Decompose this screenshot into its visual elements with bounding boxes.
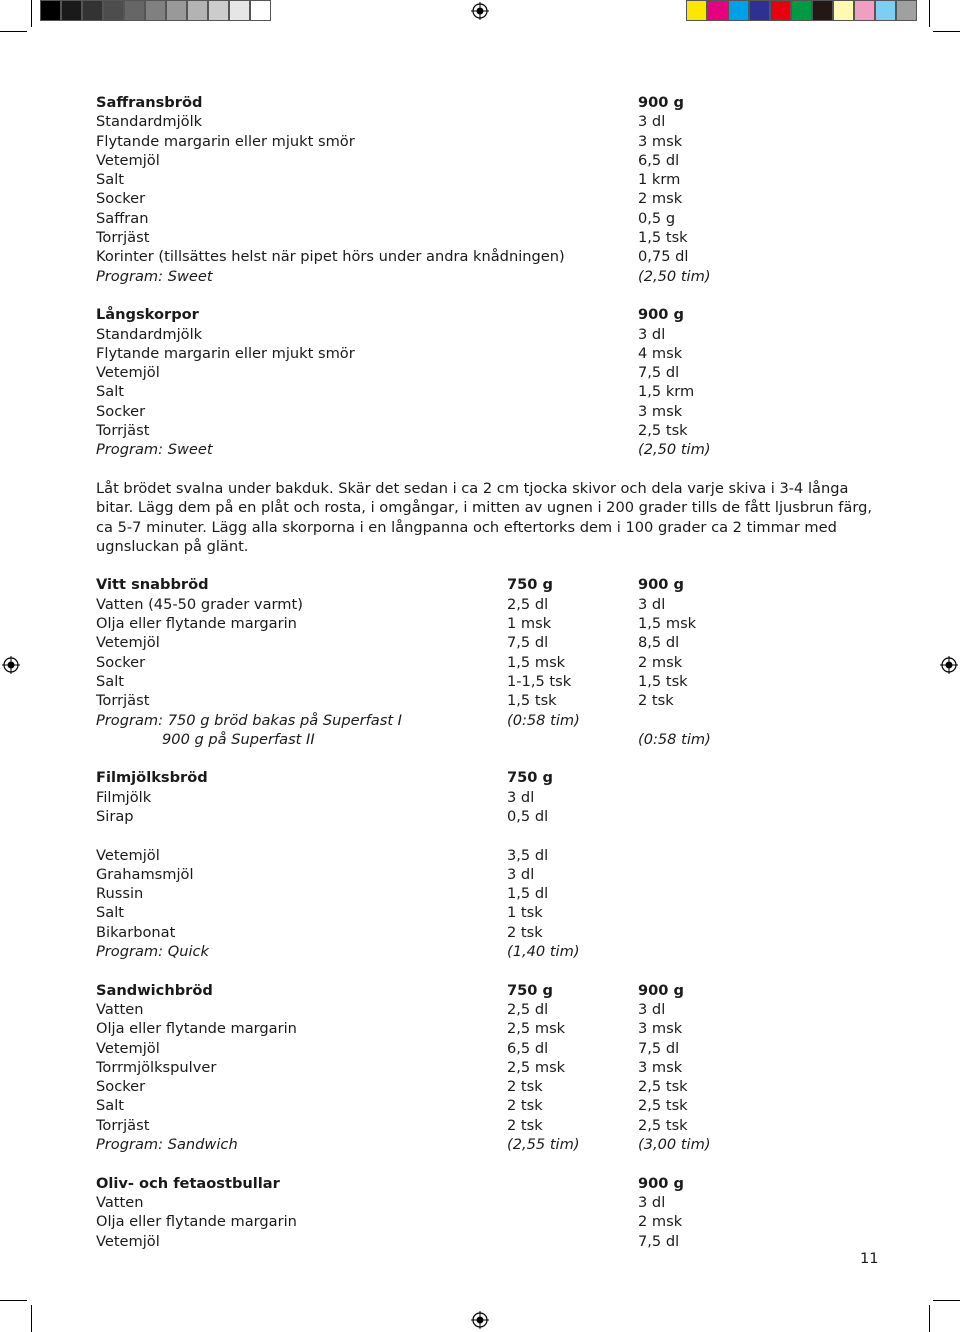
- ingredient-quantity: 0,5 g: [638, 209, 676, 227]
- ingredient-quantity-750: 2,5 msk: [507, 1020, 566, 1038]
- ingredient-row: [96, 614, 876, 633]
- recipe-filmjolksbrod: [96, 768, 876, 961]
- program-label-continued: 900 g på Superfast II: [162, 730, 315, 748]
- recipe-header: [96, 305, 876, 324]
- ingredient-name: Standardmjölk: [96, 325, 203, 343]
- ingredient-name: Sirap: [96, 807, 134, 825]
- ingredient-row: [96, 1077, 876, 1096]
- color-swatch: [875, 0, 896, 21]
- ingredient-name: Russin: [96, 885, 144, 903]
- ingredient-row: [96, 228, 876, 247]
- ingredient-name: Torrjäst: [96, 422, 150, 440]
- ingredient-quantity-750: 2 tsk: [507, 1116, 543, 1134]
- ingredient-name: Torrjäst: [96, 692, 150, 710]
- color-swatch: [124, 0, 145, 21]
- ingredient-row: [96, 170, 876, 189]
- recipe-header: [96, 575, 876, 594]
- ingredient-quantity-750: 6,5 dl: [507, 1039, 549, 1057]
- ingredient-row: [96, 903, 876, 922]
- color-swatch: [854, 0, 875, 21]
- crop-mark: [31, 1305, 32, 1332]
- recipe-amount-750: 750 g: [507, 576, 553, 594]
- ingredient-list: [96, 1193, 876, 1251]
- ingredient-name: Vetemjöl: [96, 364, 160, 382]
- ingredient-quantity: 3 dl: [638, 113, 666, 131]
- color-swatch: [40, 0, 61, 21]
- recipe-amount: 900 g: [638, 306, 684, 324]
- recipe-instructions: Låt brödet svalna under bakduk. Skär det sedan i ca 2 cm tjocka skivor och dela varje skiva i 3-4 långa bitar. Lägg dem på en plåt och rosta, i omgångar, i mitten av ugnen i 200 grader tills de fått ljusbrun färg, ca 5-7 minuter. Lägg alla skorporna i en långpanna och eftertorks dem i 100 grader ca 2 timmar med ugnsluckan på glänt.: [96, 479, 873, 555]
- grey-color-bar: [40, 0, 271, 22]
- recipe-header: [96, 1174, 876, 1193]
- ingredient-quantity-750: 1-1,5 tsk: [507, 672, 572, 690]
- ingredient-quantity-900: 7,5 dl: [638, 1039, 680, 1057]
- ingredient-row: [96, 1212, 876, 1231]
- recipe-langskorpor: [96, 305, 876, 556]
- crop-mark: [929, 0, 930, 27]
- ingredient-row: [96, 209, 876, 228]
- ingredient-name: Saffran: [96, 209, 149, 227]
- color-swatch: [812, 0, 833, 21]
- ingredient-quantity-900: 3 msk: [638, 1020, 683, 1038]
- recipe-page: [96, 93, 876, 1251]
- ingredient-quantity-900: 2,5 tsk: [638, 1097, 688, 1115]
- recipe-amount: 900 g: [638, 1174, 684, 1192]
- recipe-vitt-snabbrod: [96, 575, 876, 749]
- ingredient-name: Olja eller flytande margarin: [96, 1213, 297, 1231]
- ingredient-quantity-750: 1 msk: [507, 615, 552, 633]
- ingredient-quantity: 2,5 tsk: [638, 422, 688, 440]
- ingredient-quantity-900: 3 msk: [638, 1058, 683, 1076]
- ingredient-quantity: 3 dl: [507, 865, 535, 883]
- ingredient-name: Grahamsmjöl: [96, 865, 194, 883]
- ingredient-name: Socker: [96, 190, 146, 208]
- crop-mark: [31, 0, 32, 27]
- ingredient-row: [96, 402, 876, 421]
- ingredient-list: [96, 112, 876, 266]
- ingredient-row: [96, 865, 876, 884]
- ingredient-quantity-750: 1,5 tsk: [507, 692, 557, 710]
- program-time-900: (0:58 tim): [638, 730, 711, 748]
- ingredient-quantity: 2 msk: [638, 1213, 683, 1231]
- color-swatch: [250, 0, 271, 21]
- ingredient-name: Flytande margarin eller mjukt smör: [96, 132, 355, 150]
- color-swatch: [166, 0, 187, 21]
- recipe-title: Sandwichbröd: [96, 981, 213, 999]
- color-swatch: [749, 0, 770, 21]
- crop-mark: [929, 1305, 930, 1332]
- color-swatch: [103, 0, 124, 21]
- ingredient-quantity: 6,5 dl: [638, 151, 680, 169]
- ingredient-quantity: 3 msk: [638, 132, 683, 150]
- ingredient-row: [96, 1096, 876, 1115]
- color-swatch: [208, 0, 229, 21]
- program-label: Program: Sweet: [96, 267, 213, 285]
- color-swatch: [791, 0, 812, 21]
- ingredient-quantity-750: 7,5 dl: [507, 634, 549, 652]
- ingredient-name: Torrjäst: [96, 229, 150, 247]
- recipe-title: Vitt snabbröd: [96, 576, 209, 594]
- page-number: 11: [860, 1250, 879, 1267]
- ingredient-name: Flytande margarin eller mjukt smör: [96, 344, 355, 362]
- ingredient-quantity: 7,5 dl: [638, 364, 680, 382]
- color-swatch: [896, 0, 917, 21]
- program-label: Program: Sweet: [96, 441, 213, 459]
- ingredient-row: [96, 595, 876, 614]
- ingredient-name: Vatten: [96, 1000, 144, 1018]
- recipe-amount-750: 750 g: [507, 981, 553, 999]
- ingredient-name: Salt: [96, 904, 124, 922]
- recipe-title: Långskorpor: [96, 306, 199, 324]
- ingredient-name: Vetemjöl: [96, 151, 160, 169]
- program-row: [96, 730, 876, 749]
- ingredient-quantity-900: 2,5 tsk: [638, 1116, 688, 1134]
- color-swatch: [728, 0, 749, 21]
- ingredient-row: [96, 112, 876, 131]
- ingredient-quantity-900: 2,5 tsk: [638, 1078, 688, 1096]
- recipe-header: [96, 981, 876, 1000]
- program-time: (1,40 tim): [507, 943, 580, 961]
- ingredient-quantity-750: 2 tsk: [507, 1078, 543, 1096]
- recipe-title: Oliv- och fetaostbullar: [96, 1174, 280, 1192]
- color-swatch: [833, 0, 854, 21]
- process-color-bar: [686, 0, 917, 22]
- ingredient-quantity-900: 2 tsk: [638, 692, 674, 710]
- ingredient-row: [96, 421, 876, 440]
- ingredient-name: Filmjölk: [96, 788, 152, 806]
- ingredient-row: [96, 653, 876, 672]
- ingredient-quantity-900: 2 msk: [638, 653, 683, 671]
- ingredient-name: Vetemjöl: [96, 846, 160, 864]
- ingredient-quantity-750: 2,5 msk: [507, 1058, 566, 1076]
- ingredient-name: Vetemjöl: [96, 1039, 160, 1057]
- ingredient-row: [96, 788, 876, 807]
- ingredient-list: [96, 325, 876, 441]
- program-label: Program: Sandwich: [96, 1136, 238, 1154]
- ingredient-row: [96, 1019, 876, 1038]
- ingredient-name: Salt: [96, 1097, 124, 1115]
- ingredient-name: Salt: [96, 171, 124, 189]
- ingredient-quantity: 4 msk: [638, 344, 683, 362]
- program-label: Program: Quick: [96, 943, 209, 961]
- ingredient-name: Korinter (tillsättes helst när pipet hörs under andra knådningen): [96, 248, 565, 266]
- crop-mark: [0, 1300, 27, 1301]
- ingredient-row: [96, 672, 876, 691]
- ingredient-row: [96, 189, 876, 208]
- ingredient-quantity-900: 3 dl: [638, 1000, 666, 1018]
- program-row: [96, 942, 876, 961]
- crop-mark: [0, 31, 27, 32]
- ingredient-row: [96, 1058, 876, 1077]
- color-swatch: [61, 0, 82, 21]
- program-row: [96, 440, 876, 459]
- recipe-title: Filmjölksbröd: [96, 769, 208, 787]
- ingredient-quantity: 1,5 krm: [638, 383, 695, 401]
- ingredient-quantity: 2 tsk: [507, 923, 543, 941]
- ingredient-row: [96, 1039, 876, 1058]
- ingredient-quantity-750: 1,5 msk: [507, 653, 566, 671]
- ingredient-row: [96, 807, 876, 826]
- ingredient-name: Socker: [96, 653, 146, 671]
- ingredient-name: Bikarbonat: [96, 923, 176, 941]
- ingredient-quantity: 0,75 dl: [638, 248, 689, 266]
- ingredient-list: [96, 788, 876, 827]
- ingredient-name: Salt: [96, 383, 124, 401]
- color-swatch: [770, 0, 791, 21]
- ingredient-name: Olja eller flytande margarin: [96, 1020, 297, 1038]
- ingredient-list: [96, 846, 876, 942]
- ingredient-name: Socker: [96, 1078, 146, 1096]
- ingredient-row: [96, 633, 876, 652]
- registration-mark-left-icon: [2, 656, 20, 674]
- program-time: (2,50 tim): [638, 267, 711, 285]
- registration-mark-bottom-icon: [471, 1311, 489, 1329]
- program-time-750: (0:58 tim): [507, 711, 580, 729]
- registration-mark-top-icon: [471, 2, 489, 20]
- ingredient-quantity-900: 1,5 tsk: [638, 672, 688, 690]
- ingredient-row: [96, 382, 876, 401]
- ingredient-name: Standardmjölk: [96, 113, 203, 131]
- ingredient-quantity-750: 2 tsk: [507, 1097, 543, 1115]
- ingredient-row: [96, 1193, 876, 1212]
- color-swatch: [686, 0, 707, 21]
- ingredient-quantity: 1 krm: [638, 171, 681, 189]
- program-time-900: (3,00 tim): [638, 1136, 711, 1154]
- program-row: [96, 1135, 876, 1154]
- color-swatch: [187, 0, 208, 21]
- ingredient-row: [96, 344, 876, 363]
- recipe-oliv-fetaostbullar: [96, 1174, 876, 1251]
- ingredient-name: Torrmjölkspulver: [96, 1058, 217, 1076]
- program-label: Program: 750 g bröd bakas på Superfast I: [96, 711, 402, 729]
- registration-mark-right-icon: [940, 656, 958, 674]
- ingredient-row: [96, 132, 876, 151]
- ingredient-name: Vetemjöl: [96, 634, 160, 652]
- ingredient-quantity: 3 msk: [638, 402, 683, 420]
- ingredient-quantity-900: 3 dl: [638, 595, 666, 613]
- ingredient-row: [96, 1232, 876, 1251]
- program-row: [96, 267, 876, 286]
- ingredient-row: [96, 884, 876, 903]
- program-time: (2,50 tim): [638, 441, 711, 459]
- ingredient-quantity-900: 1,5 msk: [638, 615, 697, 633]
- program-row: [96, 711, 876, 730]
- ingredient-quantity: 1,5 dl: [507, 885, 549, 903]
- ingredient-quantity: 7,5 dl: [638, 1232, 680, 1250]
- ingredient-row: [96, 691, 876, 710]
- recipe-amount: 750 g: [507, 769, 553, 787]
- ingredient-quantity: 3 dl: [638, 1193, 666, 1211]
- ingredient-row: [96, 363, 876, 382]
- ingredient-row: [96, 1116, 876, 1135]
- ingredient-name: Olja eller flytande margarin: [96, 615, 297, 633]
- recipe-header: [96, 93, 876, 112]
- recipe-title: Saffransbröd: [96, 94, 203, 111]
- recipe-saffransbrod: [96, 93, 876, 286]
- ingredient-name: Salt: [96, 672, 124, 690]
- recipe-amount-900: 900 g: [638, 576, 684, 594]
- ingredient-quantity-750: 2,5 dl: [507, 595, 549, 613]
- ingredient-list: [96, 1000, 876, 1135]
- recipe-amount-900: 900 g: [638, 981, 684, 999]
- ingredient-name: Vatten: [96, 1193, 144, 1211]
- recipe-sandwichbrod: [96, 981, 876, 1155]
- ingredient-list: [96, 595, 876, 711]
- recipe-amount: 900 g: [638, 94, 684, 111]
- ingredient-quantity: 3,5 dl: [507, 846, 549, 864]
- ingredient-row: [96, 325, 876, 344]
- crop-mark: [933, 1300, 960, 1301]
- ingredient-row: [96, 1000, 876, 1019]
- ingredient-quantity: 1 tsk: [507, 904, 543, 922]
- ingredient-quantity-900: 8,5 dl: [638, 634, 680, 652]
- ingredient-name: Vatten (45-50 grader varmt): [96, 595, 303, 613]
- ingredient-quantity: 3 dl: [507, 788, 535, 806]
- program-time-750: (2,55 tim): [507, 1136, 580, 1154]
- ingredient-row: [96, 151, 876, 170]
- ingredient-name: Socker: [96, 402, 146, 420]
- ingredient-quantity: 0,5 dl: [507, 807, 549, 825]
- recipe-header: [96, 768, 876, 787]
- ingredient-quantity: 3 dl: [638, 325, 666, 343]
- ingredient-name: Torrjäst: [96, 1116, 150, 1134]
- ingredient-row: [96, 923, 876, 942]
- ingredient-quantity: 1,5 tsk: [638, 229, 688, 247]
- ingredient-quantity-750: 2,5 dl: [507, 1000, 549, 1018]
- color-swatch: [707, 0, 728, 21]
- ingredient-name: Vetemjöl: [96, 1232, 160, 1250]
- color-swatch: [145, 0, 166, 21]
- color-swatch: [82, 0, 103, 21]
- crop-mark: [933, 31, 960, 32]
- ingredient-quantity: 2 msk: [638, 190, 683, 208]
- ingredient-row: [96, 247, 876, 266]
- color-swatch: [229, 0, 250, 21]
- ingredient-row: [96, 846, 876, 865]
